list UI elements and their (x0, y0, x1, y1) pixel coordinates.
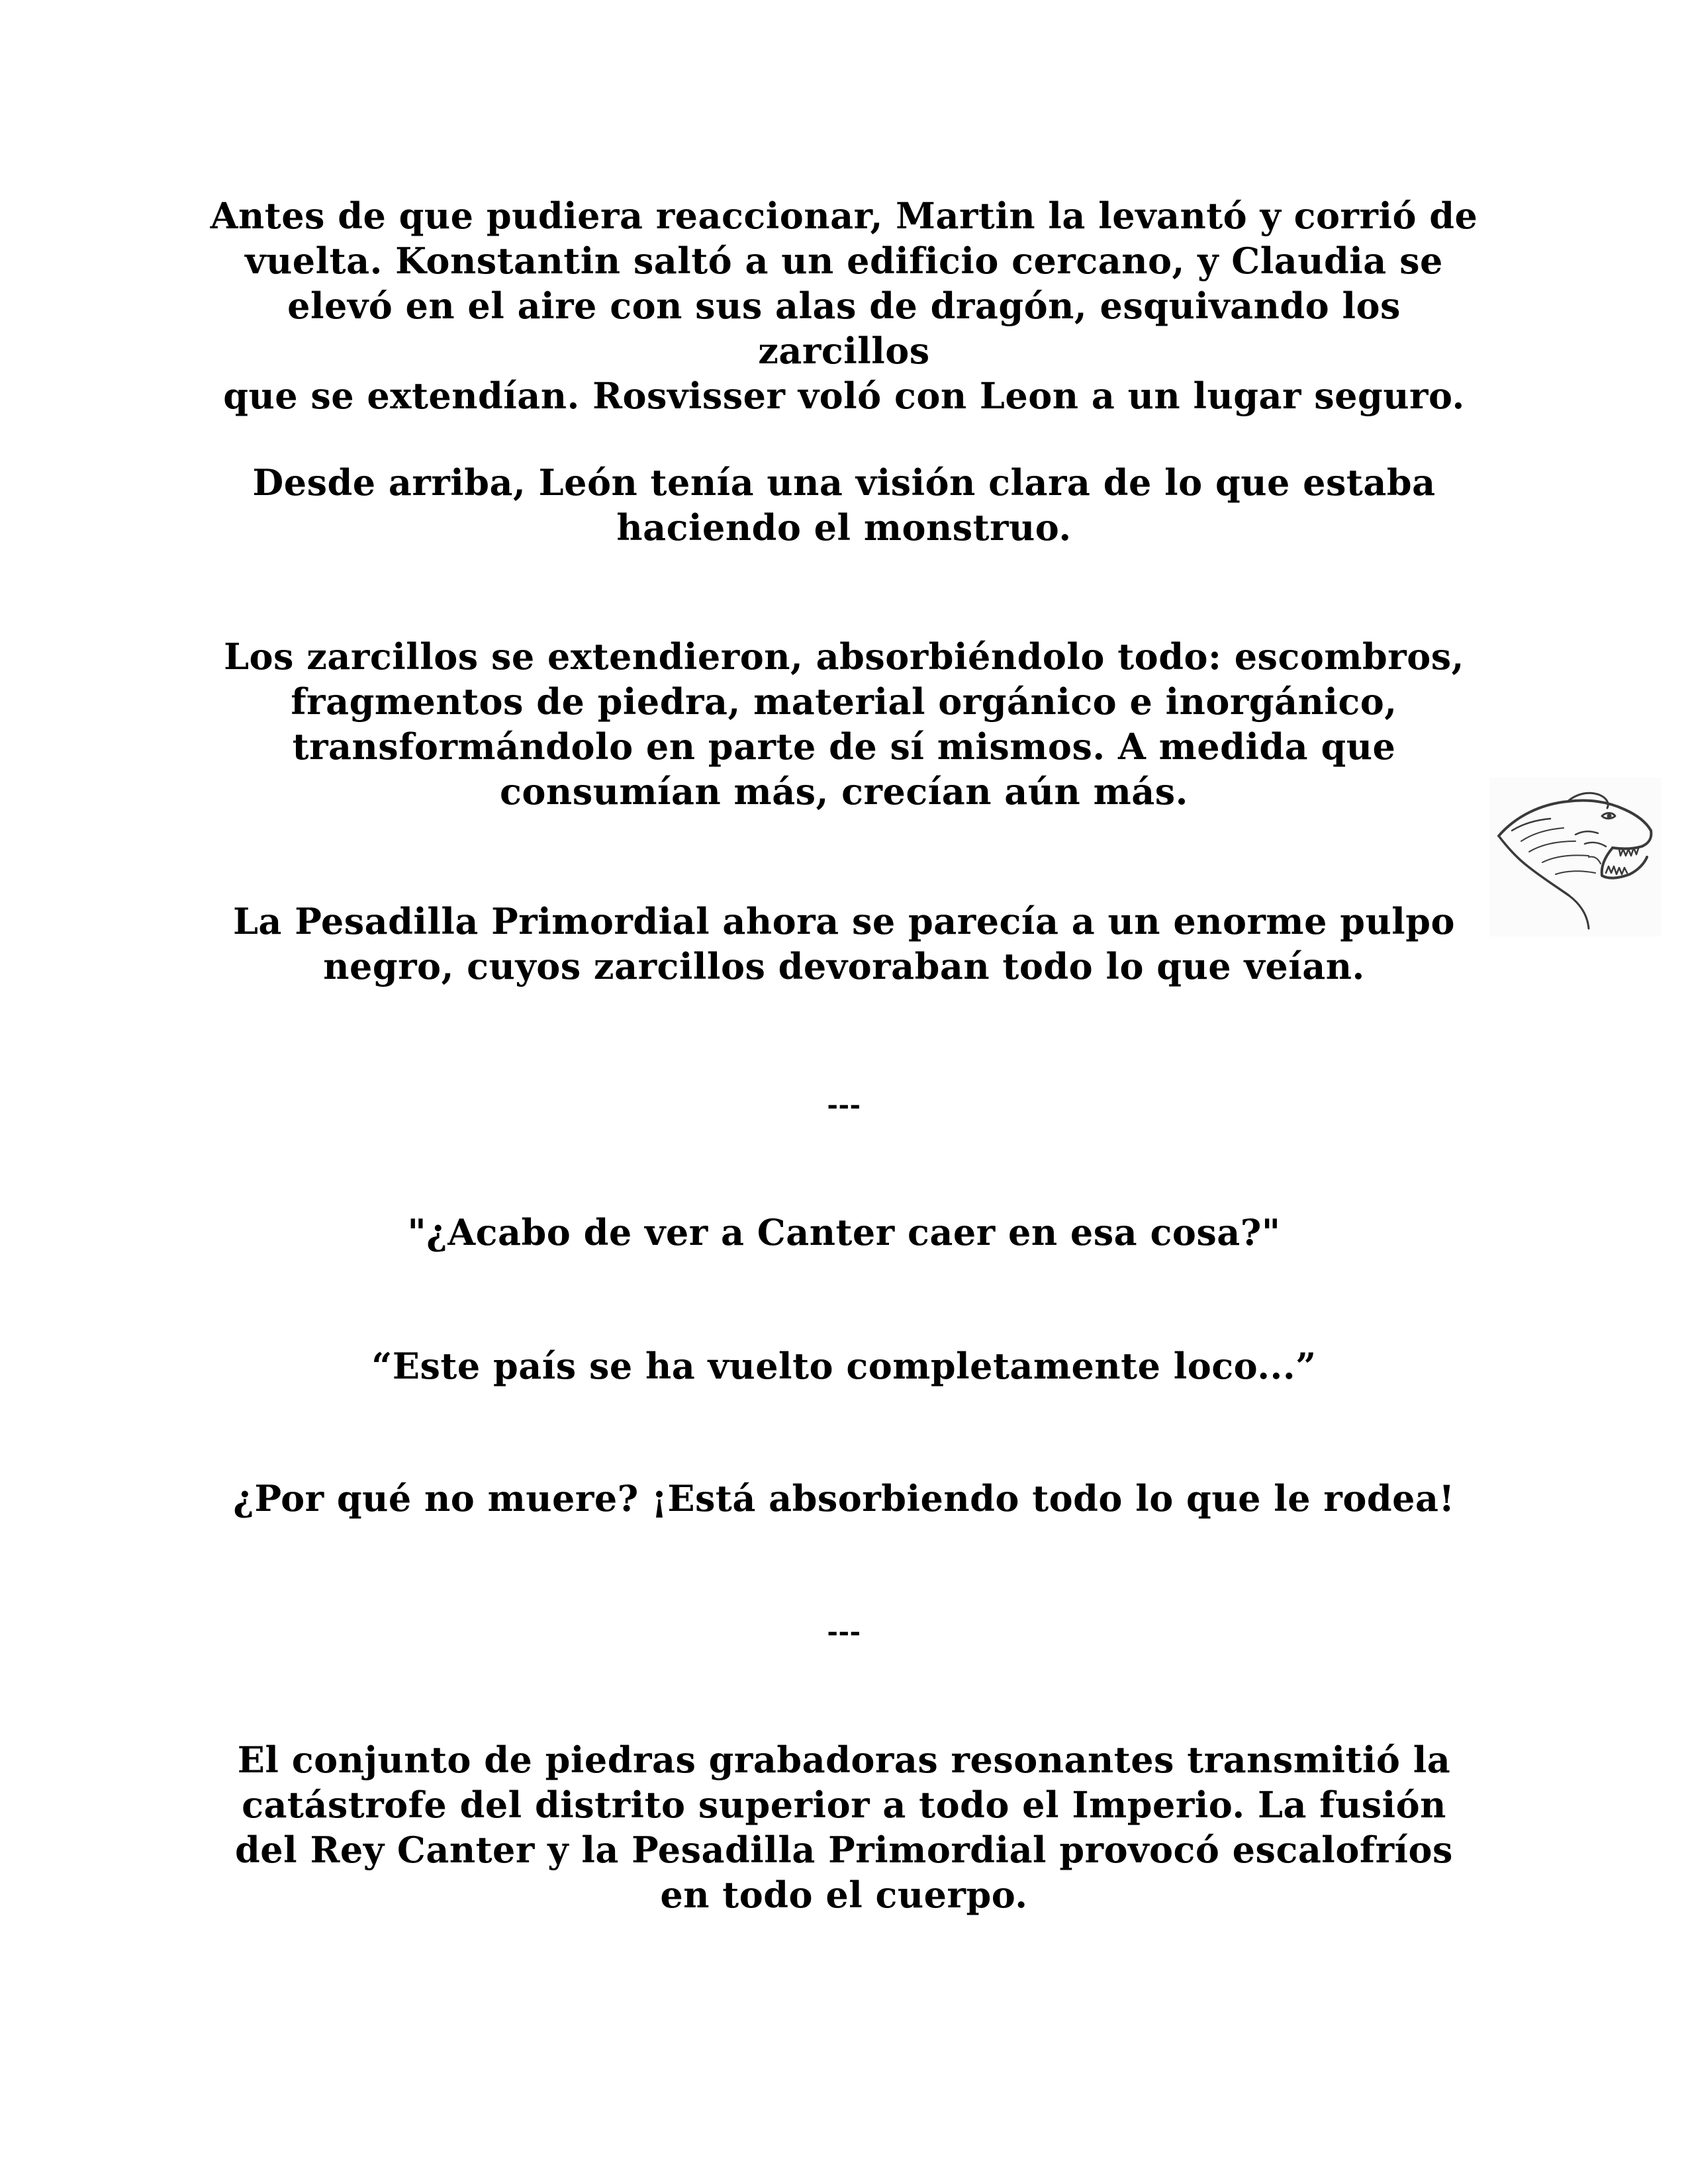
paragraph-tendrils: Los zarcillos se extendieron, absorbiéndolo todo: escombros, fragmentos de piedra, material orgánico e inorgánico, transformándolo en parte de sí mismos. A medida que consumían más, crecían aún más. (224, 635, 1464, 813)
paragraph-leon-view: Desde arriba, León tenía una visión clara de lo que estaba haciendo el monstruo. (252, 461, 1436, 549)
paragraph-escape: Antes de que pudiera reaccionar, Martin la levantó y corrió de vuelta. Konstantin saltó a un edificio cercano, y Claudia se elevó en el aire con sus alas de dragón, esquivando los zarcillos que se extendían. Rosvisser voló con Leon a un lugar seguro. (210, 195, 1478, 417)
dinosaur-head-sketch-icon (1489, 778, 1662, 936)
section-separator: --- (827, 1089, 861, 1120)
section-separator: --- (827, 1616, 861, 1647)
dialogue-line-country: “Este país se ha vuelto completamente loco...” (371, 1345, 1317, 1387)
paragraph-broadcast: El conjunto de piedras grabadoras resonantes transmitió la catástrofe del distrito superior a todo el Imperio. La fusión del Rey Canter y la Pesadilla Primordial provocó escalofríos en todo el cuerpo. (235, 1739, 1453, 1916)
dialogue-line-absorbing: ¿Por qué no muere? ¡Está absorbiendo todo lo que le rodea! (233, 1477, 1455, 1520)
dialogue-line-canter: "¿Acabo de ver a Canter caer en esa cosa?" (407, 1211, 1281, 1253)
paragraph-octopus: La Pesadilla Primordial ahora se parecía a un enorme pulpo negro, cuyos zarcillos devoraban todo lo que veían. (232, 900, 1456, 987)
